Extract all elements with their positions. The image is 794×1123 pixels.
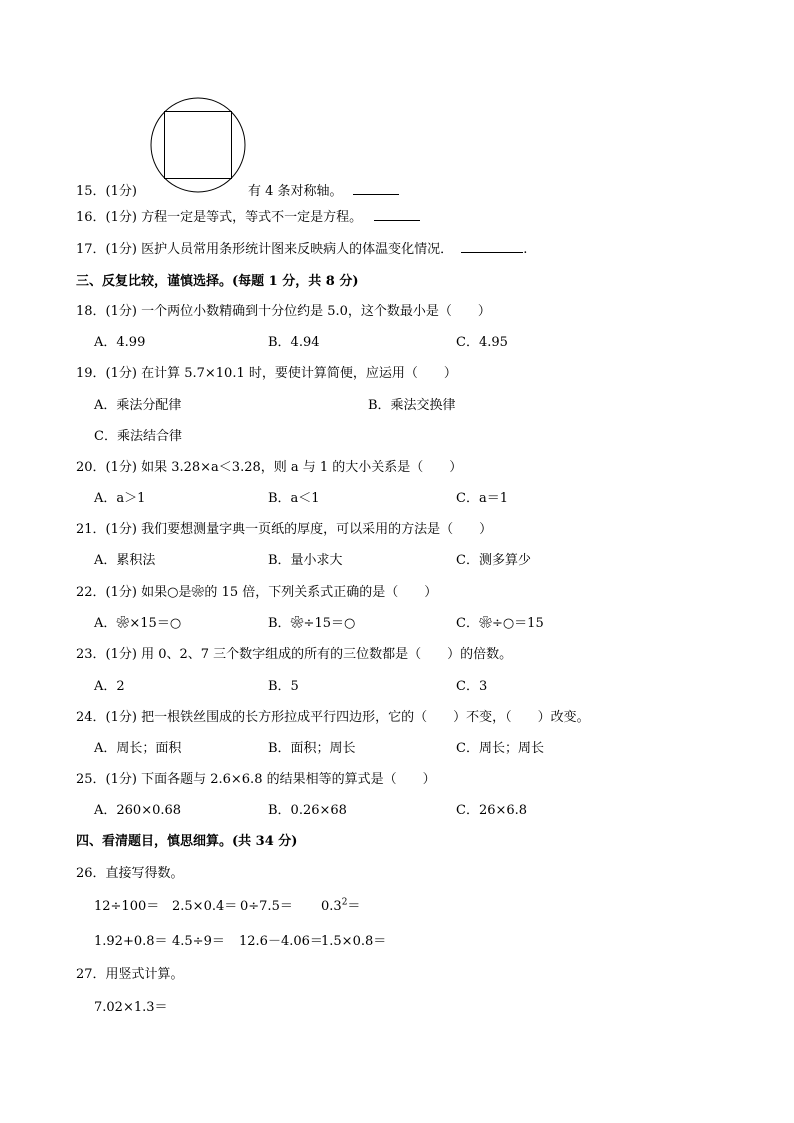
option-20-a[interactable]: A．a＞1 (94, 491, 146, 506)
option-23-b[interactable]: B．5 (268, 679, 299, 694)
calc-item-1: 12÷100＝ (94, 899, 160, 914)
option-21-a[interactable]: A．累积法 (94, 553, 156, 568)
option-21-c[interactable]: C．测多算少 (456, 553, 531, 568)
option-21-b[interactable]: B．量小求大 (268, 553, 343, 568)
vertical-calc-expression: 7.02×1.3＝ (94, 1000, 168, 1015)
option-18-a[interactable]: A．4.99 (94, 335, 146, 350)
calc-item-6: 4.5÷9＝ (172, 934, 225, 949)
option-18-b[interactable]: B．4.94 (268, 335, 320, 350)
calc-item-4-eq: ＝ (347, 899, 361, 914)
question-17 (76, 238, 527, 257)
question-15-suffix (248, 180, 399, 199)
option-23-a[interactable]: A．2 (94, 679, 125, 694)
question-15-prefix: 15．(1分) (76, 184, 137, 199)
option-19-b[interactable]: B．乘法交换律 (368, 398, 456, 413)
option-19-c[interactable]: C．乘法结合律 (94, 429, 182, 444)
calc-item-5: 1.92+0.8＝ (94, 934, 168, 949)
question-20: 20．(1分) 如果 3.28×a＜3.28，则 a 与 1 的大小关系是（ ） (76, 460, 463, 475)
question-15-text: 有 4 条对称轴。 (248, 184, 343, 199)
question-21: 21．(1分) 我们要想测量字典一页纸的厚度，可以采用的方法是（ ） (76, 522, 493, 537)
calc-item-8: 1.5×0.8＝ (321, 934, 387, 949)
option-19-a[interactable]: A．乘法分配律 (94, 398, 182, 413)
circle-shape (151, 98, 245, 192)
option-22-b[interactable]: B．❀÷15＝○ (268, 616, 356, 631)
option-22-c[interactable]: C．❀÷○＝15 (456, 616, 544, 631)
calc-item-3: 0÷7.5＝ (240, 899, 293, 914)
question-15 (76, 180, 137, 199)
option-18-c[interactable]: C．4.95 (456, 335, 508, 350)
option-20-b[interactable]: B．a＜1 (268, 491, 320, 506)
option-25-c[interactable]: C．26×6.8 (456, 803, 528, 818)
section-3-title: 三、反复比较，谨慎选择。(每题 1 分，共 8 分) (76, 274, 359, 289)
calc-item-7: 12.6－4.06＝ (239, 934, 323, 949)
option-22-a[interactable]: A．❀×15＝○ (94, 616, 182, 631)
question-26: 26．直接写得数。 (76, 866, 184, 881)
question-27: 27．用竖式计算。 (76, 967, 184, 982)
question-18: 18．(1分) 一个两位小数精确到十分位约是 5.0，这个数最小是（ ） (76, 304, 491, 319)
answer-blank-16[interactable] (374, 209, 420, 221)
question-25: 25．(1分) 下面各题与 2.6×6.8 的结果相等的算式是（ ） (76, 772, 436, 787)
question-19: 19．(1分) 在计算 5.7×10.1 时，要使计算简便，应运用（ ） (76, 366, 457, 381)
calc-item-4-exponent: 2 (341, 897, 348, 908)
question-22: 22．(1分) 如果○是❀的 15 倍，下列关系式正确的是（ ） (76, 585, 438, 600)
circle-square-figure (150, 97, 246, 193)
question-17-text: 17．(1分) 医护人员常用条形统计图来反映病人的体温变化情况． (76, 242, 454, 257)
answer-blank-15[interactable] (353, 183, 399, 195)
option-24-a[interactable]: A．周长；面积 (94, 741, 182, 756)
calc-item-2: 2.5×0.4＝ (172, 899, 238, 914)
inscribed-square-shape (165, 112, 232, 179)
section-4-title: 四、看清题目，慎思细算。(共 34 分) (76, 834, 298, 849)
option-24-b[interactable]: B．面积；周长 (268, 741, 356, 756)
question-23: 23．(1分) 用 0、2、7 三个数字组成的所有的三位数都是（ ）的倍数。 (76, 647, 513, 662)
question-16-text: 16．(1分) 方程一定是等式，等式不一定是方程。 (76, 210, 363, 225)
option-20-c[interactable]: C．a＝1 (456, 491, 508, 506)
option-25-b[interactable]: B．0.26×68 (268, 803, 347, 818)
question-16 (76, 206, 420, 225)
option-25-a[interactable]: A．260×0.68 (94, 803, 182, 818)
question-24: 24．(1分) 把一根铁丝围成的长方形拉成平行四边形，它的（ ）不变，（ ）改变。 (76, 710, 590, 725)
option-24-c[interactable]: C．周长；周长 (456, 741, 544, 756)
calc-item-4 (321, 895, 360, 914)
answer-blank-17[interactable] (461, 241, 523, 253)
option-23-c[interactable]: C．3 (456, 679, 488, 694)
question-17-end: . (523, 242, 528, 257)
calc-item-4-base: 0.3 (321, 899, 342, 914)
